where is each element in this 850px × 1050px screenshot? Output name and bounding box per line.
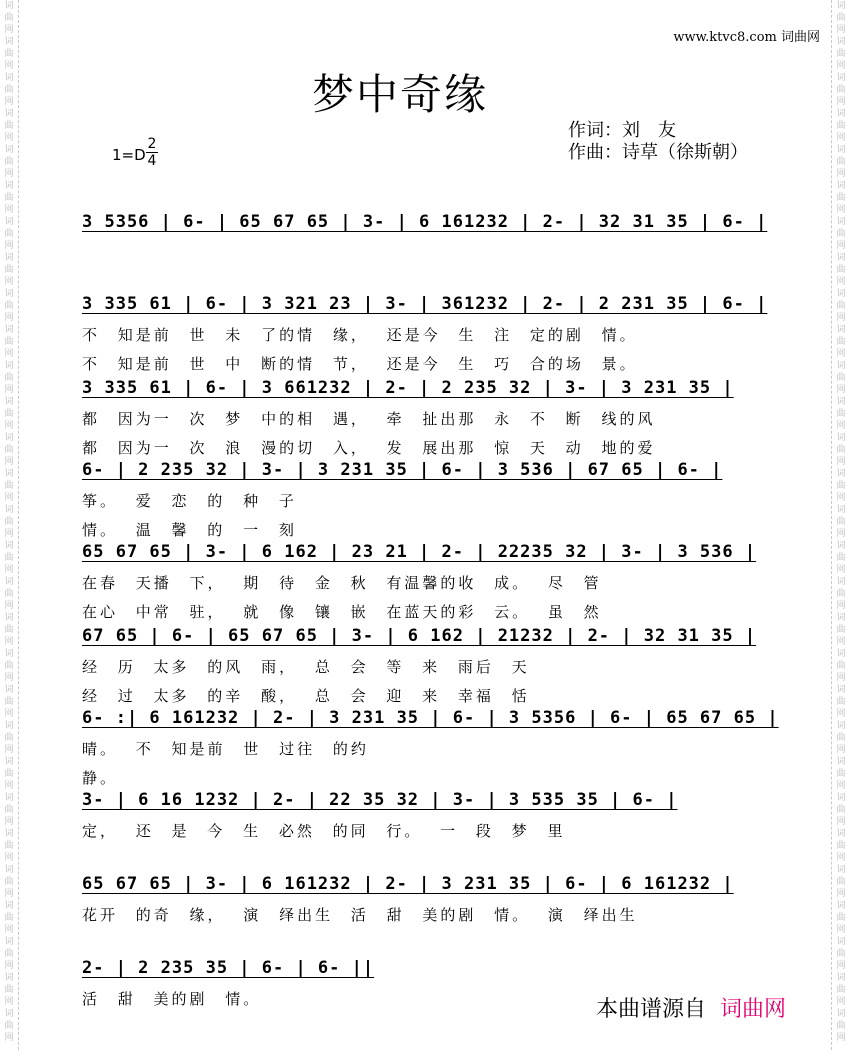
watermark-glyph: 词 (836, 901, 846, 911)
watermark-glyph: 词 (4, 217, 14, 227)
watermark-glyph: 词 (4, 505, 14, 515)
watermark-glyph: 曲 (836, 265, 846, 275)
watermark-glyph: 曲 (836, 517, 846, 527)
watermark-glyph: 曲 (4, 625, 14, 635)
watermark-glyph: 网 (836, 493, 846, 503)
credits (568, 120, 748, 164)
watermark-glyph: 曲 (836, 913, 846, 923)
watermark-glyph: 网 (4, 421, 14, 431)
watermark-glyph: 词 (4, 577, 14, 587)
song-title: 梦中奇缘 (311, 70, 488, 119)
watermark-glyph: 曲 (836, 301, 846, 311)
lyric-line: 花开 的奇 缘， 演 绎出生 活 甜 美的剧 情。 演 绎出生 (82, 906, 638, 924)
watermark-glyph: 词 (4, 325, 14, 335)
watermark-glyph: 网 (836, 421, 846, 431)
notation-line: 6- :| 6 161232 | 2- | 3 231 35 | 6- | 3 5356 | 6- | 65 67 65 | (82, 708, 779, 728)
watermark-glyph: 曲 (4, 49, 14, 59)
watermark-glyph: 网 (4, 709, 14, 719)
watermark-glyph: 曲 (836, 589, 846, 599)
watermark-glyph: 词 (4, 829, 14, 839)
lyric-line: 情。 温 馨 的 一 刻 (82, 521, 297, 539)
watermark-glyph: 网 (836, 817, 846, 827)
watermark-glyph: 曲 (4, 805, 14, 815)
watermark-glyph: 曲 (836, 697, 846, 707)
lyric-line: 经 过 太多 的辛 酸， 总 会 迎 来 幸福 恬 (82, 687, 530, 705)
watermark-glyph: 网 (836, 853, 846, 863)
watermark-glyph: 词 (4, 613, 14, 623)
watermark-glyph: 曲 (836, 445, 846, 455)
watermark-glyph: 词 (836, 757, 846, 767)
watermark-glyph: 词 (4, 289, 14, 299)
source-label: 本曲谱源自 (596, 997, 707, 1022)
watermark-glyph: 词 (4, 901, 14, 911)
watermark-glyph: 曲 (4, 841, 14, 851)
watermark-glyph: 网 (836, 169, 846, 179)
watermark-glyph: 网 (836, 349, 846, 359)
notation-line: 2- | 2 235 35 | 6- | 6- || (82, 958, 375, 978)
watermark-glyph: 网 (4, 565, 14, 575)
watermark-glyph: 网 (836, 241, 846, 251)
watermark-glyph: 词 (836, 469, 846, 479)
watermark-glyph: 词 (836, 109, 846, 119)
watermark-glyph: 网 (836, 745, 846, 755)
key-signature: 1=D (112, 146, 146, 164)
watermark-glyph: 网 (836, 889, 846, 899)
watermark-glyph: 网 (4, 961, 14, 971)
watermark-glyph: 词 (836, 793, 846, 803)
notation-line: 3 335 61 | 6- | 3 661232 | 2- | 2 235 32 | 3- | 3 231 35 | (82, 378, 734, 398)
watermark-glyph: 词 (836, 937, 846, 947)
watermark-glyph: 词 (4, 145, 14, 155)
watermark-glyph: 曲 (836, 769, 846, 779)
lyric-line: 活 甜 美的剧 情。 (82, 990, 262, 1008)
watermark-glyph: 词 (4, 469, 14, 479)
watermark-glyph: 网 (4, 637, 14, 647)
source-footer (596, 992, 786, 1023)
watermark-glyph: 网 (4, 97, 14, 107)
watermark-glyph: 词 (836, 397, 846, 407)
lyric-line: 在心 中常 驻， 就 像 镶 嵌 在蓝天的彩 云。 虽 然 (82, 603, 602, 621)
watermark-glyph: 网 (4, 853, 14, 863)
watermark-glyph: 词 (836, 973, 846, 983)
watermark-glyph: 曲 (4, 589, 14, 599)
watermark-glyph: 曲 (4, 553, 14, 563)
watermark-glyph: 网 (4, 673, 14, 683)
watermark-glyph: 曲 (4, 13, 14, 23)
watermark-glyph: 曲 (4, 229, 14, 239)
lyric-line: 在春 天播 下， 期 待 金 秋 有温馨的收 成。 尽 管 (82, 574, 602, 592)
watermark-glyph: 词 (4, 109, 14, 119)
source-brand: 词曲网 (720, 997, 787, 1022)
watermark-glyph: 词 (836, 433, 846, 443)
watermark-glyph: 曲 (4, 85, 14, 95)
watermark-glyph: 曲 (836, 625, 846, 635)
watermark-glyph: 网 (836, 961, 846, 971)
watermark-glyph: 曲 (836, 409, 846, 419)
watermark-glyph: 网 (836, 529, 846, 539)
notation-line: 67 65 | 6- | 65 67 65 | 3- | 6 162 | 21232 | 2- | 32 31 35 | (82, 626, 757, 646)
watermark-glyph: 曲 (4, 121, 14, 131)
watermark-glyph: 网 (836, 457, 846, 467)
watermark-glyph: 词 (4, 253, 14, 263)
lyricist: 作词：刘 友 (568, 120, 676, 141)
watermark-glyph: 曲 (4, 949, 14, 959)
watermark-glyph: 词 (4, 73, 14, 83)
watermark-glyph: 曲 (836, 373, 846, 383)
watermark-glyph: 曲 (836, 661, 846, 671)
notation-line: 65 67 65 | 3- | 6 161232 | 2- | 3 231 35 | 6- | 6 161232 | (82, 874, 734, 894)
watermark-glyph: 曲 (836, 805, 846, 815)
watermark-glyph: 网 (836, 637, 846, 647)
watermark-glyph: 网 (836, 709, 846, 719)
watermark-glyph: 曲 (836, 337, 846, 347)
watermark-glyph: 网 (4, 241, 14, 251)
watermark-glyph: 网 (836, 781, 846, 791)
watermark-glyph: 网 (4, 385, 14, 395)
watermark-glyph: 网 (4, 529, 14, 539)
watermark-glyph: 曲 (836, 1021, 846, 1031)
watermark-glyph: 曲 (4, 481, 14, 491)
watermark-glyph: 网 (4, 889, 14, 899)
watermark-glyph: 曲 (836, 985, 846, 995)
watermark-glyph: 词 (836, 37, 846, 47)
lyric-line: 晴。 不 知是前 世 过往 的约 (82, 740, 369, 758)
watermark-glyph: 网 (4, 61, 14, 71)
watermark-glyph: 网 (4, 205, 14, 215)
watermark-glyph: 网 (836, 133, 846, 143)
watermark-glyph: 网 (4, 601, 14, 611)
watermark-glyph: 网 (4, 997, 14, 1007)
watermark-glyph: 词 (836, 361, 846, 371)
watermark-glyph: 词 (4, 397, 14, 407)
watermark-glyph: 曲 (836, 121, 846, 131)
watermark-glyph: 词 (836, 505, 846, 515)
watermark-glyph: 词 (836, 649, 846, 659)
watermark-glyph: 曲 (4, 877, 14, 887)
watermark-glyph: 网 (836, 385, 846, 395)
notation-line: 3 335 61 | 6- | 3 321 23 | 3- | 361232 | 2- | 2 231 35 | 6- | (82, 294, 768, 314)
watermark-glyph: 曲 (836, 49, 846, 59)
watermark-glyph: 曲 (836, 229, 846, 239)
watermark-glyph: 曲 (4, 337, 14, 347)
watermark-glyph: 网 (4, 925, 14, 935)
watermark-glyph: 网 (836, 97, 846, 107)
watermark-glyph: 词 (836, 1009, 846, 1019)
watermark-glyph: 词 (836, 181, 846, 191)
lyric-line: 静。 (82, 769, 119, 787)
watermark-glyph: 词 (4, 649, 14, 659)
notation-line: 3- | 6 16 1232 | 2- | 22 35 32 | 3- | 3 535 35 | 6- | (82, 790, 678, 810)
watermark-glyph: 网 (836, 25, 846, 35)
watermark-glyph: 曲 (836, 13, 846, 23)
watermark-glyph: 网 (836, 1033, 846, 1043)
watermark-glyph: 词 (4, 685, 14, 695)
watermark-glyph: 词 (836, 325, 846, 335)
lyric-line: 定， 还 是 今 生 必然 的同 行。 一 段 梦 里 (82, 822, 566, 840)
watermark-glyph: 词 (836, 685, 846, 695)
watermark-glyph: 词 (4, 361, 14, 371)
watermark-glyph: 词 (836, 217, 846, 227)
watermark-glyph: 曲 (4, 517, 14, 527)
lyric-line: 经 历 太多 的风 雨， 总 会 等 来 雨后 天 (82, 658, 530, 676)
watermark-glyph: 网 (836, 205, 846, 215)
watermark-glyph: 网 (4, 817, 14, 827)
lyric-line: 不 知是前 世 未 了的情 缘， 还是今 生 注 定的剧 情。 (82, 326, 638, 344)
watermark-glyph: 网 (836, 601, 846, 611)
watermark-glyph: 曲 (4, 985, 14, 995)
watermark-glyph: 网 (4, 313, 14, 323)
watermark-glyph: 网 (4, 277, 14, 287)
watermark-glyph: 曲 (4, 193, 14, 203)
watermark-glyph: 曲 (836, 85, 846, 95)
watermark-glyph: 曲 (4, 1021, 14, 1031)
watermark-glyph: 曲 (4, 301, 14, 311)
watermark-glyph: 曲 (836, 193, 846, 203)
watermark-glyph: 曲 (836, 481, 846, 491)
notation-line: 3 5356 | 6- | 65 67 65 | 3- | 6 161232 | 2- | 32 31 35 | 6- | (82, 212, 768, 232)
watermark-glyph: 词 (4, 757, 14, 767)
watermark-glyph: 词 (836, 865, 846, 875)
right-watermark-strip (831, 0, 850, 1050)
watermark-glyph: 曲 (836, 841, 846, 851)
watermark-glyph: 网 (4, 169, 14, 179)
watermark-glyph: 曲 (836, 157, 846, 167)
watermark-glyph: 网 (4, 133, 14, 143)
watermark-glyph: 曲 (836, 733, 846, 743)
watermark-glyph: 词 (4, 865, 14, 875)
watermark-glyph: 网 (4, 781, 14, 791)
time-signature-bottom: 4 (147, 153, 157, 169)
watermark-glyph: 词 (4, 541, 14, 551)
watermark-glyph: 词 (836, 613, 846, 623)
watermark-glyph: 网 (836, 277, 846, 287)
left-watermark-strip (0, 0, 19, 1050)
watermark-glyph: 词 (836, 829, 846, 839)
time-signature-top: 2 (147, 136, 157, 152)
watermark-glyph: 词 (4, 181, 14, 191)
time-signature (146, 136, 158, 169)
watermark-glyph: 词 (836, 541, 846, 551)
watermark-glyph: 词 (4, 721, 14, 731)
watermark-glyph: 网 (836, 565, 846, 575)
watermark-glyph: 词 (836, 577, 846, 587)
lyric-line: 筝。 爱 恋 的 种 子 (82, 492, 297, 510)
lyric-line: 都 因为一 次 梦 中的相 遇， 牵 扯出那 永 不 断 线的风 (82, 410, 656, 428)
watermark-glyph: 曲 (836, 877, 846, 887)
watermark-glyph: 网 (836, 673, 846, 683)
watermark-glyph: 词 (836, 721, 846, 731)
watermark-glyph: 网 (4, 349, 14, 359)
notation-line: 65 67 65 | 3- | 6 162 | 23 21 | 2- | 22235 32 | 3- | 3 536 | (82, 542, 757, 562)
watermark-glyph: 网 (4, 457, 14, 467)
watermark-glyph: 曲 (4, 409, 14, 419)
watermark-glyph: 曲 (4, 265, 14, 275)
watermark-glyph: 曲 (4, 733, 14, 743)
watermark-glyph: 词 (4, 1009, 14, 1019)
watermark-glyph: 曲 (4, 913, 14, 923)
watermark-glyph: 曲 (4, 373, 14, 383)
watermark-glyph: 网 (836, 997, 846, 1007)
watermark-glyph: 网 (4, 1033, 14, 1043)
site-watermark: www.ktvc8.com 词曲网 (673, 30, 820, 45)
watermark-glyph: 词 (4, 973, 14, 983)
watermark-glyph: 曲 (4, 697, 14, 707)
watermark-glyph: 词 (836, 73, 846, 83)
watermark-glyph: 曲 (836, 553, 846, 563)
watermark-glyph: 词 (836, 253, 846, 263)
watermark-glyph: 词 (836, 289, 846, 299)
watermark-glyph: 曲 (836, 949, 846, 959)
watermark-glyph: 网 (4, 745, 14, 755)
watermark-glyph: 曲 (4, 445, 14, 455)
watermark-glyph: 曲 (4, 769, 14, 779)
watermark-glyph: 词 (4, 793, 14, 803)
lyric-line: 都 因为一 次 浪 漫的切 入， 发 展出那 惊 天 动 地的爱 (82, 439, 656, 457)
watermark-glyph: 曲 (4, 661, 14, 671)
composer: 作曲：诗草（徐斯朝） (568, 142, 748, 163)
watermark-glyph: 网 (836, 925, 846, 935)
watermark-glyph: 网 (836, 61, 846, 71)
watermark-glyph: 词 (4, 37, 14, 47)
watermark-glyph: 词 (4, 937, 14, 947)
watermark-glyph: 网 (4, 25, 14, 35)
notation-line: 6- | 2 235 32 | 3- | 3 231 35 | 6- | 3 536 | 67 65 | 6- | (82, 460, 723, 480)
watermark-glyph: 词 (836, 1, 846, 11)
watermark-glyph: 词 (836, 145, 846, 155)
watermark-glyph: 曲 (4, 157, 14, 167)
watermark-glyph: 网 (4, 493, 14, 503)
watermark-glyph: 网 (836, 313, 846, 323)
watermark-glyph: 词 (4, 433, 14, 443)
watermark-glyph: 词 (4, 1, 14, 11)
lyric-line: 不 知是前 世 中 断的情 节， 还是今 生 巧 合的场 景。 (82, 355, 638, 373)
